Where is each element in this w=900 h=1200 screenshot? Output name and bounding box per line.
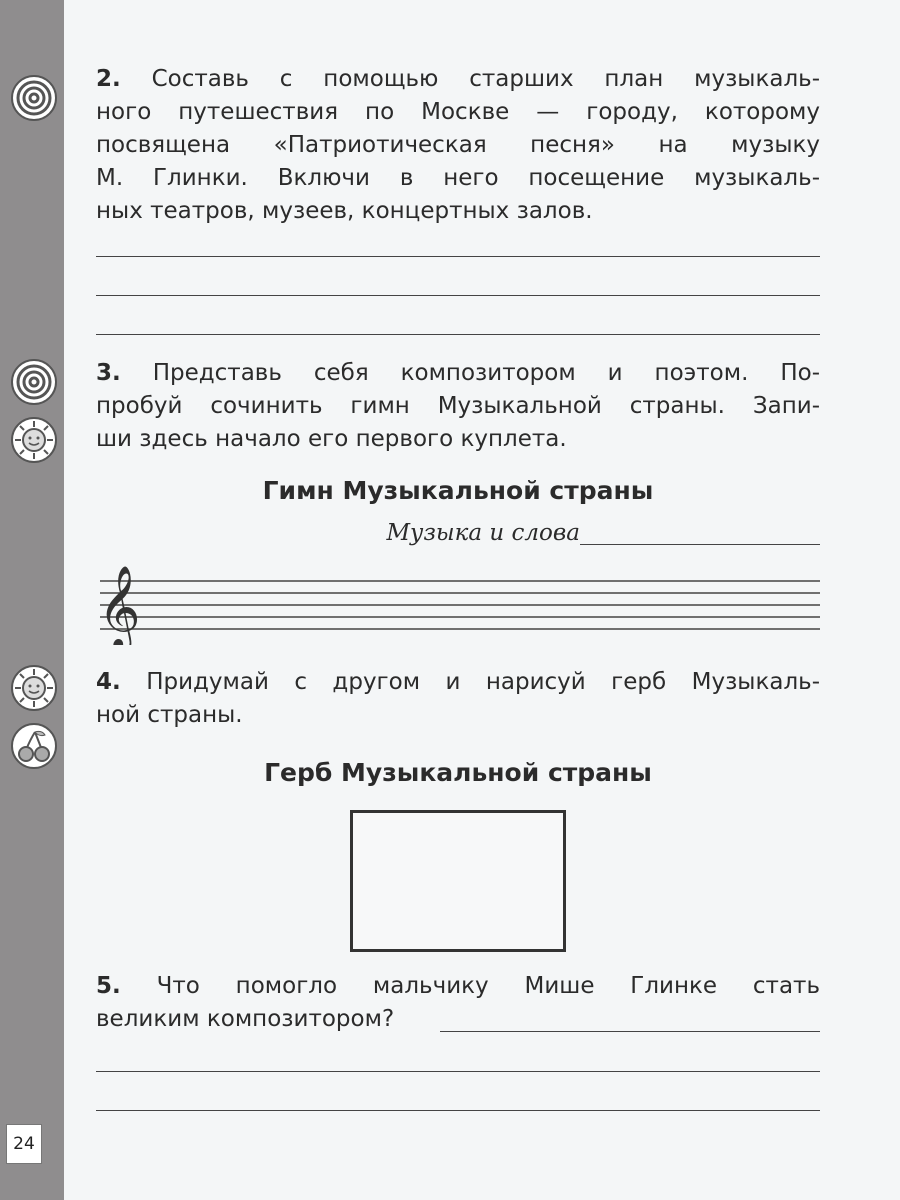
text-line: Составь с помощью старших план музыкаль- bbox=[151, 66, 820, 92]
answer-line[interactable] bbox=[96, 256, 820, 257]
answer-line[interactable] bbox=[96, 1110, 820, 1111]
answer-line[interactable] bbox=[96, 334, 820, 335]
cherry-icon bbox=[10, 722, 58, 770]
task-number: 3. bbox=[96, 360, 121, 386]
text-line: ши здесь начало его первого куплета. bbox=[96, 426, 567, 452]
credit-label: Музыка и слова bbox=[386, 520, 580, 546]
page-number: 24 bbox=[6, 1124, 42, 1164]
emblem-drawing-box[interactable] bbox=[350, 810, 566, 952]
text-line: ного путешествия по Москве — городу, которому bbox=[96, 99, 820, 125]
emblem-title: Герб Музыкальной страны bbox=[264, 758, 652, 787]
credit-answer-line[interactable] bbox=[580, 544, 820, 545]
task-2-text bbox=[96, 63, 820, 228]
task-number: 4. bbox=[96, 669, 121, 695]
text-line: Что помогло мальчику Мише Глинке стать bbox=[156, 973, 820, 999]
music-staff[interactable] bbox=[92, 565, 822, 645]
task-number: 5. bbox=[96, 973, 121, 999]
spiral-icon bbox=[10, 74, 58, 122]
anthem-title: Гимн Музыкальной страны bbox=[262, 476, 654, 505]
text-line: М. Глинки. Включи в него посещение музыкаль- bbox=[96, 165, 820, 191]
text-line: великим композитором? bbox=[96, 1006, 395, 1032]
text-line: пробуй сочинить гимн Музыкальной страны. Запи- bbox=[96, 393, 820, 419]
answer-line[interactable] bbox=[96, 295, 820, 296]
text-line: посвящена «Патриотическая песня» на музыку bbox=[96, 132, 820, 158]
task-5-text bbox=[96, 970, 820, 1036]
task-number: 2. bbox=[96, 66, 121, 92]
sun-icon bbox=[10, 664, 58, 712]
sidebar bbox=[0, 0, 64, 1200]
text-line: ной страны. bbox=[96, 702, 243, 728]
answer-line[interactable] bbox=[440, 1031, 820, 1032]
task-3-text bbox=[96, 357, 820, 456]
text-line: Придумай с другом и нарисуй герб Музыкаль- bbox=[146, 669, 821, 695]
answer-line[interactable] bbox=[96, 1071, 820, 1072]
sun-icon bbox=[10, 416, 58, 464]
text-line: Представь себя композитором и поэтом. По- bbox=[152, 360, 821, 386]
task-4-text bbox=[96, 666, 820, 732]
spiral-icon bbox=[10, 358, 58, 406]
text-line: ных театров, музеев, концертных залов. bbox=[96, 198, 593, 224]
treble-clef-icon: 𝄞 bbox=[98, 565, 141, 645]
